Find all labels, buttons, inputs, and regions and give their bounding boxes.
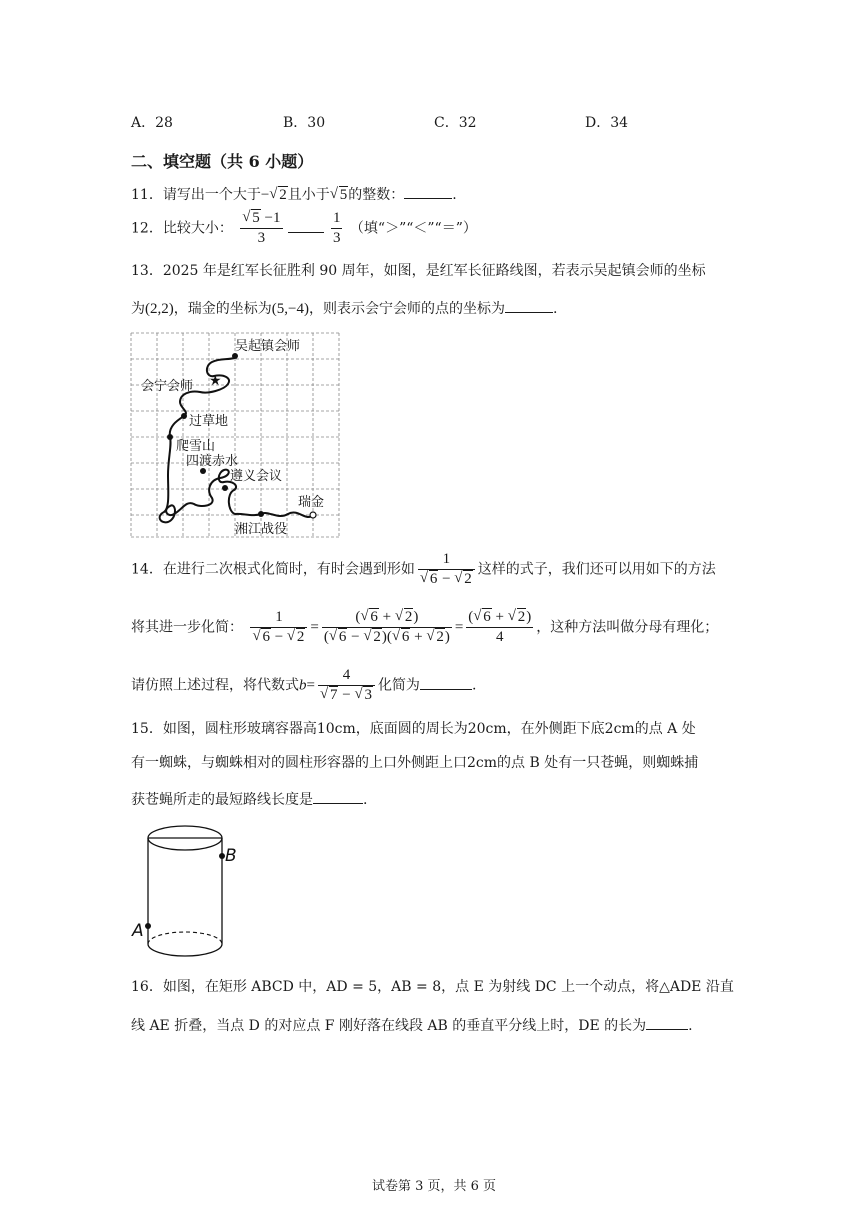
fraction-task: 4 √ 7 − √ 3 bbox=[318, 668, 375, 703]
q11-text-1: 请写出一个大于 bbox=[162, 187, 261, 203]
label-caodi: 过草地 bbox=[189, 414, 229, 429]
fraction-example: 1 √ 6 − √ 2 bbox=[418, 552, 475, 587]
point-xiangjiang bbox=[258, 511, 264, 517]
fraction-step-3: $\frac{(√ 6 + √ 2)}{4}$ bbox=[466, 610, 533, 645]
question-number: 11． bbox=[131, 187, 163, 203]
question-16-line-2: 线 AE 折叠，当点 D 的对应点 F 刚好落在线段 AB 的垂直平分线上时，DE 的长为 . bbox=[131, 1015, 693, 1033]
fraction-step-1: 1 √ 6 − √ 2 bbox=[250, 610, 307, 645]
option-c: C．32 bbox=[434, 115, 477, 131]
answer-blank[interactable] bbox=[288, 218, 324, 233]
label-zunyi: 遵义会议 bbox=[230, 469, 283, 484]
answer-blank[interactable] bbox=[505, 298, 553, 313]
long-march-map bbox=[128, 330, 343, 542]
question-15-line-3: 获苍蝇所走的最短路线长度是 . bbox=[131, 789, 367, 807]
sqrt-2: √ 2 bbox=[269, 188, 288, 203]
answer-blank[interactable] bbox=[404, 184, 452, 199]
sqrt-5: √ 5 bbox=[330, 188, 349, 203]
question-16-line-1: 16．如图，在矩形 ABCD 中，AD = 5，AB = 8，点 E 为射线 DC 上一个动点，将△ADE 沿直 bbox=[131, 979, 734, 995]
minus-sign: − bbox=[260, 187, 270, 203]
question-15-line-2: 有一蜘蛛，与蜘蛛相对的圆柱形容器的上口外侧距上口2cm的点 B 处有一只苍蝇，则蜘蛛捕 bbox=[131, 755, 699, 771]
question-12: 12．比较大小： √ $\frac{5 -1}{3}$ $\frac{1}{3}$ （填“＞”“＜”“＝”） bbox=[131, 211, 477, 246]
question-14-line-1: 14．在进行二次根式化简时，有时会遇到形如 1 √ 6 − √ 2 这样的式子，我们还可以用如下的方法 bbox=[131, 552, 716, 587]
question-11: 11．请写出一个大于−√ 2且小于√ 5的整数： . bbox=[131, 184, 457, 203]
star-icon: ★ bbox=[209, 373, 222, 389]
q11-text-2: 且小于 bbox=[287, 187, 330, 203]
question-13-line-1: 13．2025 年是红军长征胜利 90 周年，如图，是红军长征路线图，若表示吴起镇会师的坐标 bbox=[131, 263, 706, 279]
answer-blank[interactable] bbox=[646, 1015, 688, 1030]
answer-blank[interactable] bbox=[313, 789, 363, 804]
label-chishui: 四渡赤水 bbox=[186, 454, 239, 469]
option-d: D．34 bbox=[585, 115, 629, 131]
question-15-line-1: 15．如图，圆柱形玻璃容器高10cm，底面圆的周长为20cm，在外侧距下底2cm的点 A 处 bbox=[131, 721, 696, 737]
fraction-left: √ $\frac{5 -1}{3}$ bbox=[240, 211, 282, 246]
label-huining: 会宁会师 bbox=[141, 379, 194, 394]
answer-blank[interactable] bbox=[420, 675, 472, 690]
fraction-step-2: $\frac{(√ 6 + √ 2)}{(√ 6 - √ 2)(√ 6 + √ 2)}$ bbox=[322, 610, 452, 645]
point-a bbox=[145, 923, 151, 929]
label-b: B bbox=[225, 846, 237, 866]
question-14-line-3: 请仿照上述过程，将代数式b= 4 √ 7 − √ 3 化简为 . bbox=[131, 668, 476, 703]
section-heading: 二、填空题（共 6 小题） bbox=[131, 152, 314, 171]
page-footer: 试卷第 3 页，共 6 页 bbox=[371, 1179, 497, 1194]
label-a: A bbox=[132, 921, 144, 941]
q12-hint: （填“＞”“＜”“＝”） bbox=[349, 220, 477, 237]
point-ruijin bbox=[310, 512, 316, 518]
question-13-line-2: 为(2,2)，瑞金的坐标为(5,−4)，则表示会宁会师的点的坐标为 . bbox=[131, 298, 557, 317]
q11-text-3: 的整数： bbox=[348, 187, 405, 203]
label-xueshan: 爬雪山 bbox=[176, 439, 216, 454]
point-xueshan bbox=[167, 434, 173, 440]
cylinder-bottom-back bbox=[148, 932, 222, 944]
option-b: B．30 bbox=[283, 115, 326, 131]
label-wuqi: 吴起镇会师 bbox=[235, 339, 301, 354]
option-a: A．28 bbox=[131, 115, 173, 131]
point-caodi bbox=[181, 413, 187, 419]
question-14-line-2: 将其进一步化简： 1 √ 6 − √ 2 = $\frac{(√ 6 + √ 2)}{(√ 6 - √ 2)(√ 6 + √ 2)}$ = $\frac{(√ 6 + √ 2)}{4}$ ，这种方法叫做分母有理化； bbox=[131, 610, 718, 645]
fraction-right: $\frac{1}{3}$ bbox=[332, 210, 341, 246]
cylinder-bottom-front bbox=[148, 944, 222, 956]
cylinder-figure bbox=[128, 818, 248, 964]
point-zunyi bbox=[222, 485, 228, 491]
label-ruijin: 瑞金 bbox=[298, 495, 325, 510]
label-xiangjiang: 湘江战役 bbox=[235, 522, 288, 537]
